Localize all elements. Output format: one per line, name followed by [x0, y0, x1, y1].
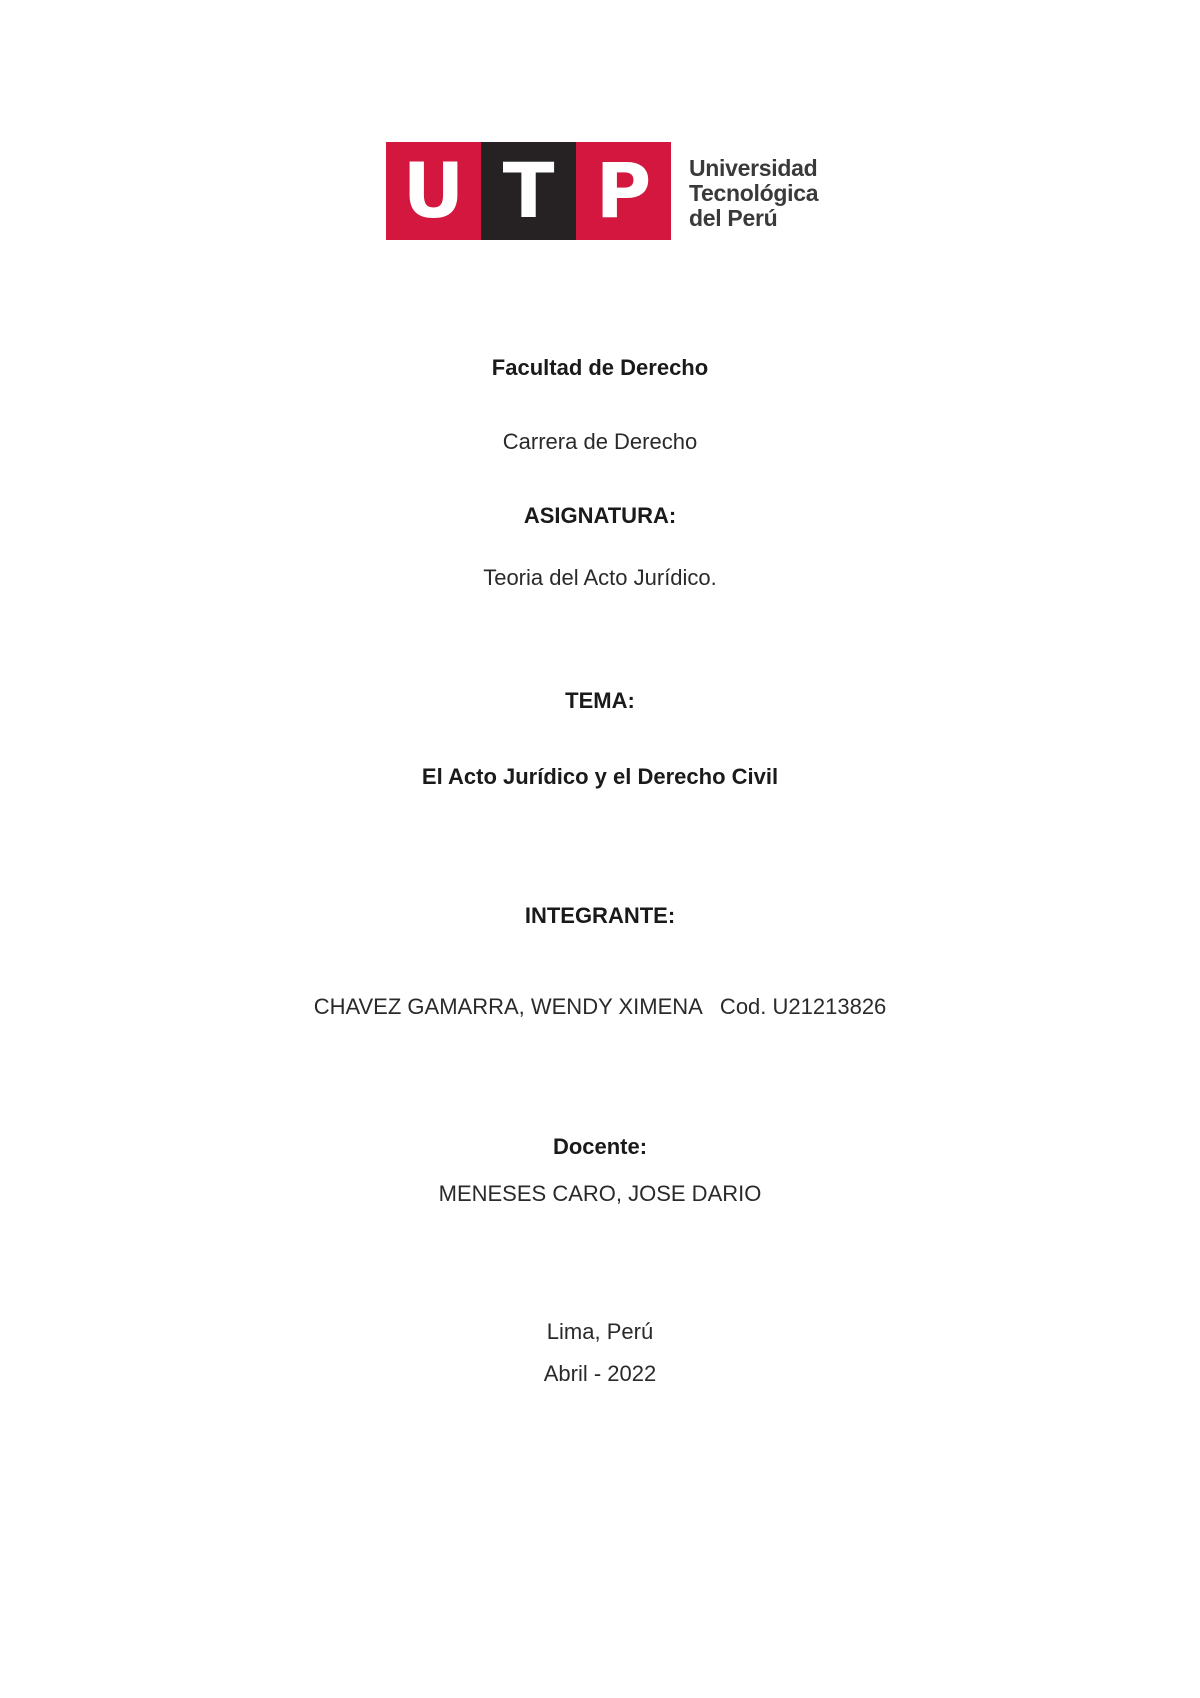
university-name: [689, 156, 818, 231]
university-name-line-1: Universidad: [689, 155, 818, 181]
logo-letter-u: U: [386, 142, 481, 240]
logo-letter-t: T: [481, 142, 576, 240]
subject-label: ASIGNATURA:: [523, 503, 677, 528]
university-name-line-3: del Perú: [689, 205, 778, 231]
topic-text: El Acto Jurídico y el Derecho Civil: [421, 764, 779, 789]
teacher-label: Docente:: [552, 1134, 648, 1159]
member-text: CHAVEZ GAMARRA, WENDY XIMENA Cod. U21213826: [313, 994, 887, 1019]
subject-text: Teoria del Acto Jurídico.: [483, 565, 717, 590]
logo-letter-p: P: [576, 142, 671, 240]
faculty-heading: Facultad de Derecho: [491, 355, 709, 380]
teacher-text: MENESES CARO, JOSE DARIO: [438, 1181, 762, 1206]
career-text: Carrera de Derecho: [502, 429, 698, 454]
university-name-line-2: Tecnológica: [689, 180, 819, 206]
member-label: INTEGRANTE:: [524, 903, 676, 928]
utp-logo: [386, 142, 671, 240]
place-text: Lima, Perú: [546, 1319, 654, 1344]
topic-label: TEMA:: [565, 688, 635, 713]
date-text: Abril - 2022: [543, 1361, 657, 1386]
